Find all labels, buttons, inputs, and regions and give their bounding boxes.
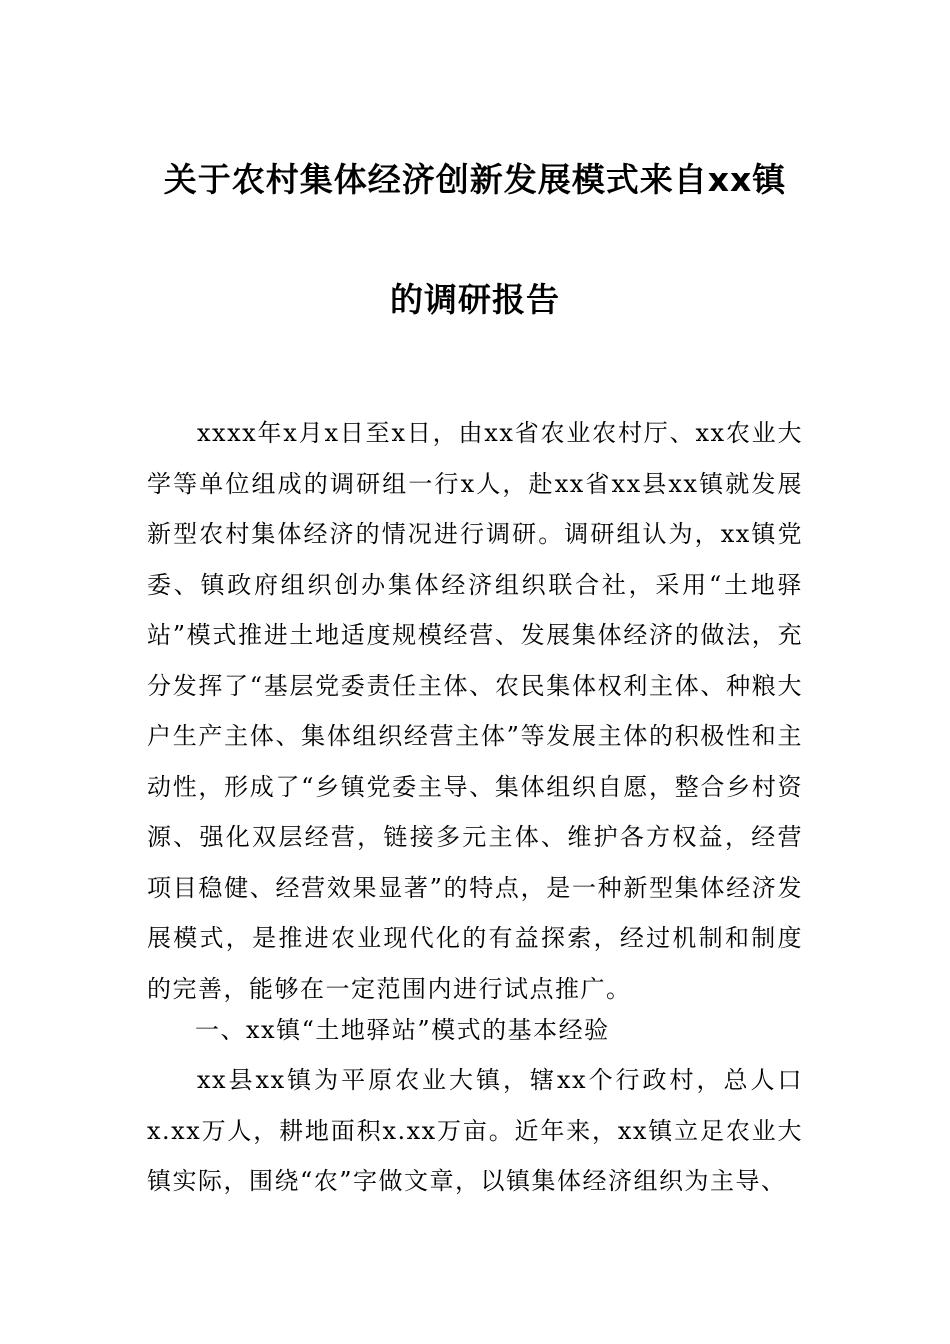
intro-paragraph: xxxx年x月x日至x日，由xx省农业农村厅、xx农业大学等单位组成的调研组一行x人，赴xx省xx县xx镇就发展新型农村集体经济的情况进行调研。调研组认为，xx镇党委、镇政府组织创办集体经济组织联合社，采用“土地驿站”模式推进土地适度规模经营、发展集体经济的做法，充分发挥了“基层党委责任主体、农民集体权利主体、种粮大户生产主体、集体组织经营主体”等发展主体的积极性和主动性，形成了“乡镇党委主导、集体组织自愿，整合乡村资源、强化双层经营，链接多元主体、维护各方权益，经营项目稳健、经营效果显著”的特点，是一种新型集体经济发展模式，是推进农业现代化的有益探索，经过机制和制度的完善，能够在一定范围内进行试点推广。 [147,419,803,1003]
document-title-line-1: 关于农村集体经济创新发展模式来自xx镇 [163,160,787,199]
section-heading: 一、xx镇“土地驿站”模式的基本经验 [195,1016,610,1044]
section-paragraph: xx县xx镇为平原农业大镇，辖xx个行政村，总人口x.xx万人，耕地面积x.xx万亩。近年来，xx镇立足农业大镇实际，围绕“农”字做文章，以镇集体经济组织为主导、 [147,1066,803,1195]
document-title-line-2: 的调研报告 [390,280,560,319]
